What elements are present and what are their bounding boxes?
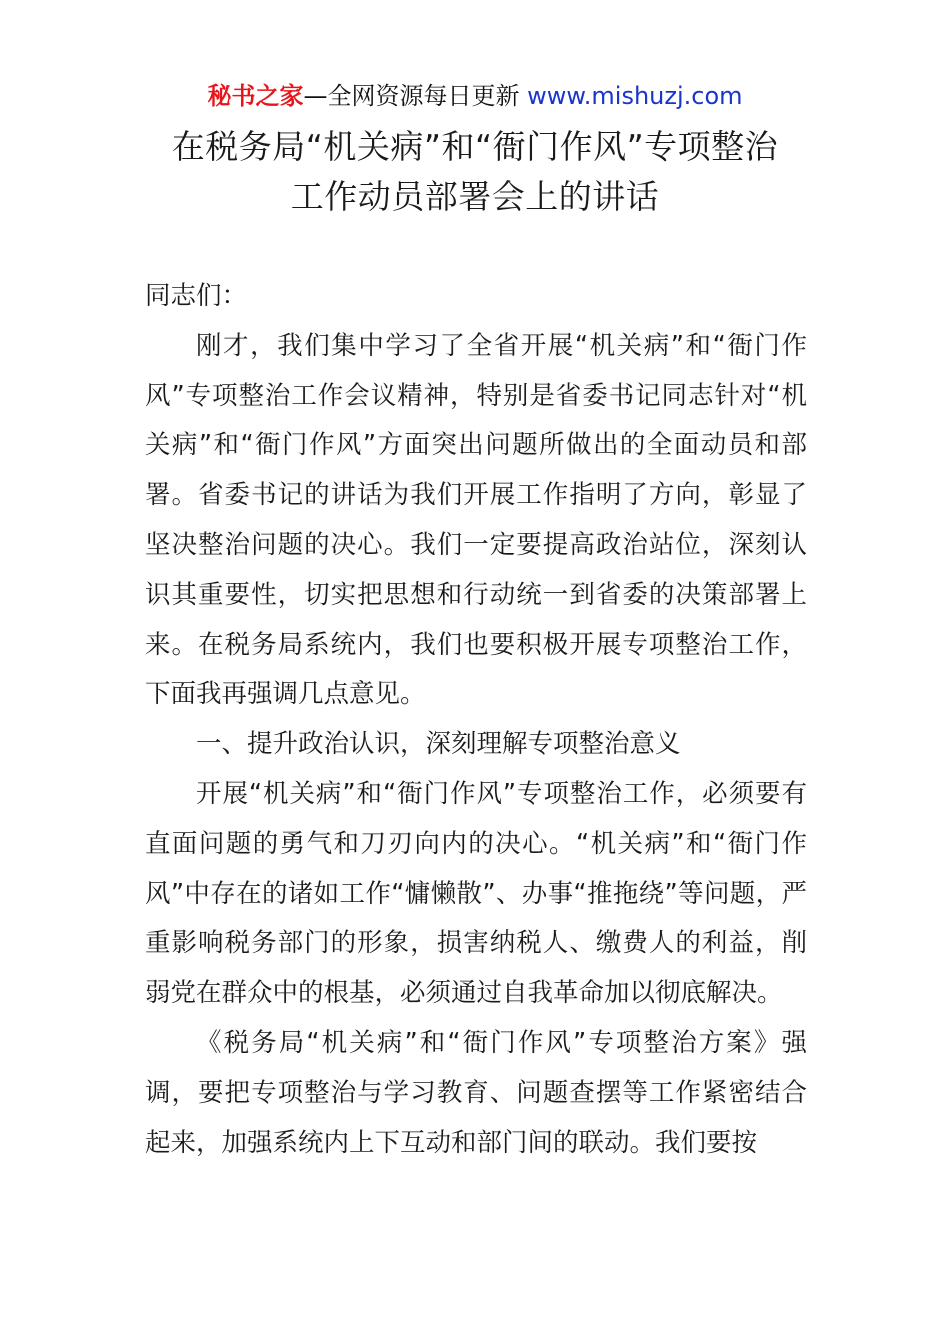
document-title: [0, 122, 950, 222]
brand-name: 秘书之家: [207, 82, 304, 110]
site-url-link[interactable]: www.mishuzj.com: [527, 82, 743, 110]
site-header: [0, 80, 950, 112]
document-body: [145, 272, 807, 1168]
paragraph-1: 刚才，我们集中学习了全省开展“机关病”和“衙门作风”专项整治工作会议精神，特别是省委书记同志针对“机关病”和“衙门作风”方面突出问题所做出的全面动员和部署。省委书记的讲话为我们开展工作指明了方向，彰显了坚决整治问题的决心。我们一定要提高政治站位，深刻认识其重要性，切实把思想和行动统一到省委的决策部署上来。在税务局系统内，我们也要积极开展专项整治工作，下面我再强调几点意见。: [145, 330, 807, 710]
header-tagline: —全网资源每日更新: [303, 82, 528, 110]
title-line-2: 工作动员部署会上的讲话: [290, 177, 660, 216]
paragraph-3: 《税务局“机关病”和“衙门作风”专项整治方案》强调，要把专项整治与学习教育、问题查摆等工作紧密结合起来，加强系统内上下互动和部门间的联动。我们要按: [145, 1027, 807, 1158]
title-line-1: 在税务局“机关病”和“衙门作风”专项整治: [171, 127, 779, 166]
paragraph-2: 开展“机关病”和“衙门作风”专项整治工作，必须要有直面问题的勇气和刀刃向内的决心。“机关病”和“衙门作风”中存在的诸如工作“慵懒散”、办事“推拖绕”等问题，严重影响税务部门的形象，损害纳税人、缴费人的利益，削弱党在群众中的根基，必须通过自我革命加以彻底解决。: [145, 778, 807, 1009]
salutation: 同志们：: [145, 281, 248, 311]
section-heading-1: 一、提升政治认识，深刻理解专项整治意义: [196, 729, 681, 760]
